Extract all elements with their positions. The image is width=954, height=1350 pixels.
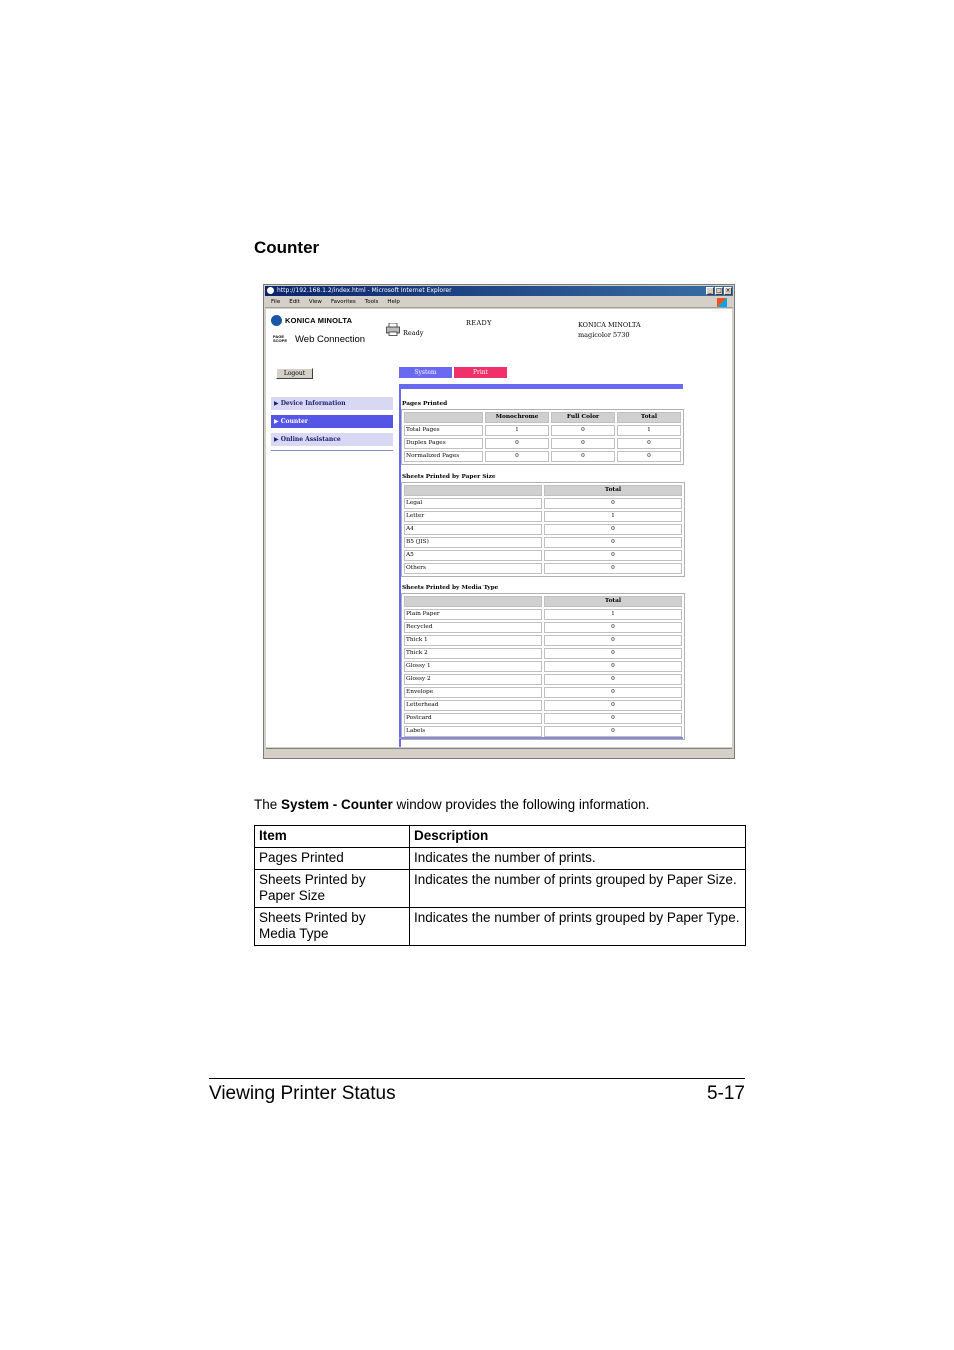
- media-type-title: Sheets Printed by Media Type: [402, 585, 499, 591]
- sidebar-item-counter[interactable]: ▶ Counter: [271, 415, 393, 428]
- table-row: Glossy 2 0: [404, 674, 682, 685]
- header-divider: [399, 384, 683, 389]
- konica-minolta-symbol-icon: [271, 315, 282, 326]
- table-row: Total Pages 1 0 1: [404, 425, 681, 436]
- table-row: Normalized Pages 0 0 0: [404, 451, 681, 462]
- browser-menu-bar: [265, 297, 733, 308]
- table-row: Letter 1: [404, 511, 682, 522]
- table-row: B5 (JIS) 0: [404, 537, 682, 548]
- footer-rule: [209, 1078, 745, 1079]
- browser-window: [263, 284, 735, 759]
- maximize-button[interactable]: □: [716, 287, 722, 294]
- tab-system[interactable]: System: [399, 367, 452, 378]
- sidebar-item-device-information[interactable]: ▶ Device Information: [271, 397, 393, 410]
- web-connection-logo: PAGE SCOPE Web Connection: [273, 334, 366, 345]
- menu-favorites[interactable]: Favorites: [330, 299, 356, 305]
- table-header: Description: [410, 826, 746, 848]
- minimize-button[interactable]: _: [706, 287, 714, 295]
- printer-status-label: Ready: [403, 329, 424, 337]
- table-row: Sheets Printed by Paper Size Indicates the number of prints grouped by Paper Size.: [255, 870, 746, 908]
- table-row: Plain Paper 1: [404, 609, 682, 620]
- table-header: Item: [255, 826, 410, 848]
- media-type-section: [402, 585, 685, 740]
- table-row: Others 0: [404, 563, 682, 574]
- table-header: Total: [544, 485, 682, 496]
- table-row: Pages Printed Indicates the number of prints.: [255, 848, 746, 870]
- table-row: Labels 0: [404, 726, 682, 737]
- menu-tools[interactable]: Tools: [364, 299, 379, 305]
- arrow-right-icon: ▶: [274, 418, 279, 425]
- tab-print[interactable]: Print: [454, 367, 507, 378]
- printer-model: magicolor 5730: [578, 331, 630, 339]
- sidebar-item-online-assistance[interactable]: ▶ Online Assistance: [271, 433, 393, 446]
- printer-status: READY: [466, 319, 492, 327]
- arrow-right-icon: ▶: [274, 400, 279, 407]
- info-table: [254, 825, 746, 946]
- table-header: Monochrome: [485, 412, 549, 423]
- table-row: Glossy 1 0: [404, 661, 682, 672]
- paper-size-section: [402, 474, 685, 577]
- table-row: Duplex Pages 0 0 0: [404, 438, 681, 449]
- sidebar-bottom-line: [271, 450, 393, 451]
- menu-view[interactable]: View: [308, 299, 322, 305]
- browser-title-bar: [265, 286, 733, 296]
- footer-chapter-title: Viewing Printer Status: [209, 1083, 396, 1104]
- arrow-right-icon: ▶: [274, 436, 279, 443]
- menu-file[interactable]: File: [271, 299, 281, 305]
- menu-help[interactable]: Help: [387, 299, 400, 305]
- table-header: [404, 412, 483, 423]
- table-header: [404, 485, 542, 496]
- web-page-content: [266, 309, 732, 747]
- table-header: Total: [544, 596, 682, 607]
- table-row: Envelope 0: [404, 687, 682, 698]
- menu-edit[interactable]: Edit: [289, 299, 300, 305]
- footer-page-number: 5-17: [706, 1083, 745, 1104]
- konica-minolta-logo: KONICA MINOLTA: [271, 315, 352, 326]
- pages-printed-section: [402, 401, 684, 465]
- table-row: A4 0: [404, 524, 682, 535]
- windows-logo-icon: [717, 298, 727, 307]
- internet-explorer-icon: [267, 287, 274, 294]
- sidebar-nav: [271, 397, 393, 451]
- table-header: Full Color: [551, 412, 615, 423]
- table-row: Thick 2 0: [404, 648, 682, 659]
- table-row: A5 0: [404, 550, 682, 561]
- paper-size-title: Sheets Printed by Paper Size: [402, 474, 496, 480]
- printer-icon: [386, 323, 400, 336]
- pages-printed-table: [401, 409, 684, 465]
- content-bottom-line: [399, 737, 683, 739]
- table-row: Recycled 0: [404, 622, 682, 633]
- browser-title: http://192.168.1.2/index.html - Microsoft Internet Explorer: [277, 287, 452, 294]
- close-button[interactable]: ×: [725, 287, 731, 294]
- media-type-table: [401, 593, 685, 740]
- logout-button[interactable]: Logout: [276, 368, 313, 379]
- pages-printed-title: Pages Printed: [402, 401, 448, 407]
- intro-bold: System - Counter: [281, 797, 393, 812]
- table-row: Letterhead 0: [404, 700, 682, 711]
- table-row: Thick 1 0: [404, 635, 682, 646]
- intro-paragraph: The System - Counter window provides the following information.: [254, 797, 650, 812]
- table-header: [404, 596, 542, 607]
- table-header: Total: [617, 412, 681, 423]
- pagescope-badge: PAGE SCOPE: [273, 334, 288, 344]
- table-row: Sheets Printed by Media Type Indicates the number of prints grouped by Paper Type.: [255, 908, 746, 946]
- table-row: Legal 0: [404, 498, 682, 509]
- table-row: Postcard 0: [404, 713, 682, 724]
- browser-status-bar: [266, 748, 732, 757]
- paper-size-table: [401, 482, 685, 577]
- section-title: Counter: [254, 238, 320, 257]
- brand-name: KONICA MINOLTA: [578, 321, 641, 329]
